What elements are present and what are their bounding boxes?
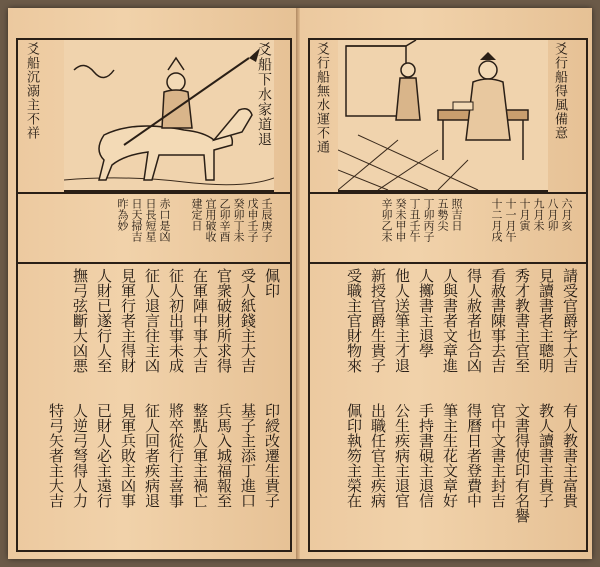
text-column: 公生疾病主退官 (393, 403, 411, 508)
text-column: 基子主添丁進口 (239, 403, 257, 508)
date-item: 九月未 (532, 198, 545, 231)
book-scan (8, 8, 592, 559)
text-column: 見讀書者主聰明 (537, 268, 555, 373)
text-column: 筆主生花文章好 (441, 403, 459, 508)
text-column: 兵馬入城福報至 (215, 403, 233, 508)
text-column: 官衆破財所求得 (215, 268, 233, 373)
text-column: 教人讀書主貴子 (537, 403, 555, 508)
text-column: 文書得使印有名譽 (513, 403, 531, 523)
date-item: 十二月戌 (490, 198, 503, 242)
date-item: 建定日 (190, 198, 203, 231)
left-page (8, 8, 299, 559)
date-item: 宜用破收 (204, 198, 217, 242)
text-column: 在軍陣中事大吉 (191, 268, 209, 373)
date-item: 昨為妙 (116, 198, 129, 231)
text-column: 佩印 (263, 268, 281, 298)
text-column: 佩印執笏主榮在 (345, 403, 363, 508)
right-side-caption: 爻行船無水運不通 (314, 42, 329, 154)
text-column: 人擲書主退學 (417, 268, 435, 358)
text-column: 撫弓弦斷大凶悪 (71, 268, 89, 373)
date-item: 赤口是凶 (158, 198, 171, 242)
text-column: 請受官爵字大吉 (561, 268, 579, 373)
text-column: 受人紙錢主大吉 (239, 268, 257, 373)
text-column: 看赦書陳事去吉 (489, 268, 507, 373)
date-item: 日天掃吉 (130, 198, 143, 242)
text-column: 新授官爵生貴子 (369, 268, 387, 373)
text-column: 得人赦者也合凶 (465, 268, 483, 373)
right-divider-top (308, 192, 586, 194)
date-item: 十月寅 (518, 198, 531, 231)
rider-with-spear-illustration (64, 40, 274, 190)
date-item: 丁丑壬午 (408, 198, 421, 242)
date-item: 壬辰庚子 (260, 198, 273, 242)
text-column: 印綬改遷生貴子 (263, 403, 281, 508)
date-item: 五勢尖 (436, 198, 449, 231)
text-column: 征人回者疾病退 (143, 403, 161, 508)
date-item: 六月亥 (560, 198, 573, 231)
text-column: 人逆弓弩得人力 (71, 403, 89, 508)
date-item: 癸卯丁未 (232, 198, 245, 242)
text-column: 征人初出事未成 (167, 268, 185, 373)
text-column: 特弓矢者主大吉 (47, 403, 65, 508)
right-page (300, 8, 592, 559)
date-item: 八月卯 (546, 198, 559, 231)
text-column: 手持書硯主退信 (417, 403, 435, 508)
text-column: 他人送筆主才退 (393, 268, 411, 373)
right-illustration (338, 40, 548, 192)
text-column: 有人教書主富貴 (561, 403, 579, 508)
left-divider-mid (16, 262, 290, 264)
text-column: 人與書者文章進 (441, 268, 459, 373)
text-column: 官中文書主封吉 (489, 403, 507, 508)
date-item: 照吉日 (450, 198, 463, 231)
left-side-caption: 爻船沉溺主不祥 (24, 42, 39, 140)
text-column: 已財人必主遠行 (95, 403, 113, 508)
text-column: 人財已遂行人至 (95, 268, 113, 373)
left-illustration-caption: 爻船下水家道退 (256, 42, 272, 147)
text-column: 整點人軍主禍亡 (191, 403, 209, 508)
left-illustration (64, 40, 274, 192)
date-item: 癸未甲申 (394, 198, 407, 242)
text-column: 受職主官財物來 (345, 268, 363, 373)
date-item: 十一月午 (504, 198, 517, 242)
text-column: 出職任官主疾病 (369, 403, 387, 508)
text-column: 征人退言往主凶 (143, 268, 161, 373)
date-item: 丁卯丙子 (422, 198, 435, 242)
text-column: 將卒從行主喜事 (167, 403, 185, 508)
right-illustration-caption: 爻行船得風備意 (552, 42, 567, 140)
left-divider-top (16, 192, 290, 194)
text-column: 得曆日者登費中 (465, 403, 483, 508)
scholar-at-desk-illustration (338, 40, 548, 190)
text-column: 秀才教書主官至 (513, 268, 531, 373)
date-item: 乙卯辛酉 (218, 198, 231, 242)
text-column: 見軍行者主得財 (119, 268, 137, 373)
date-item: 戊申壬子 (246, 198, 259, 242)
right-divider-mid (308, 262, 586, 264)
date-item: 日長短星 (144, 198, 157, 242)
text-column: 見軍兵敗主凶事 (119, 403, 137, 508)
date-item: 辛卯乙未 (380, 198, 393, 242)
